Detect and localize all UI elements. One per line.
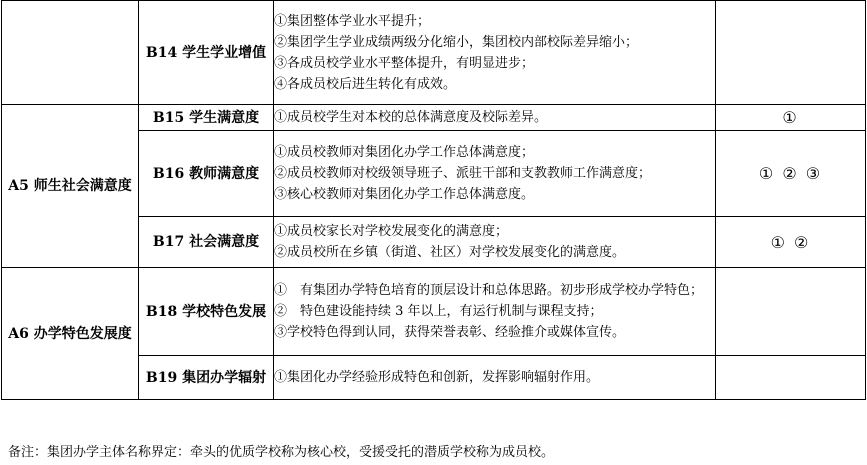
criterion-item: ③学校特色得到认同，获得荣誉表彰、经验推介或媒体宣传。	[274, 325, 626, 340]
subcategory-b17: B17 社会满意度	[139, 217, 274, 268]
subcategory-b14: B14 学生学业增值	[139, 1, 274, 105]
category-a6: A6 办学特色发展度	[2, 268, 139, 400]
description-b17	[274, 217, 716, 268]
category-a5: A5 师生社会满意度	[2, 105, 139, 268]
description-b19	[274, 356, 716, 400]
marks-b19	[716, 356, 866, 400]
criterion-item: ②集团学生学业成绩两级分化缩小，集团校内部校际差异缩小；	[274, 34, 639, 50]
description-b15	[274, 105, 716, 131]
evaluation-table	[1, 0, 866, 400]
marks-b18	[716, 268, 866, 356]
marks-b14	[716, 1, 866, 105]
criterion-item: ③核心校教师对集团化办学工作总体满意度。	[274, 187, 535, 202]
marks-b15: ①	[716, 105, 866, 131]
criterion-item: ②成员校所在乡镇（街道、社区）对学校发展变化的满意度。	[274, 245, 626, 260]
criterion-item: ①成员校学生对本校的总体满意度及校际差异。	[274, 110, 548, 125]
subcategory-b16: B16 教师满意度	[139, 131, 274, 217]
subcategory-b18: B18 学校特色发展	[139, 268, 274, 356]
description-b16	[274, 131, 716, 217]
description-b18	[274, 268, 716, 356]
criterion-item: ④各成员校后进生转化有成效。	[274, 76, 457, 92]
criterion-item: ② 特色建设能持续 3 年以上，有运行机制与课程支持；	[274, 304, 603, 319]
criterion-item: ①集团化办学经验形成特色和创新，发挥影响辐射作用。	[274, 370, 600, 385]
criterion-item: ③各成员校学业水平整体提升，有明显进步；	[274, 55, 535, 71]
footnote: 备注：集团办学主体名称界定：牵头的优质学校称为核心校，受援受托的潜质学校称为成员校。	[8, 445, 555, 460]
subcategory-b15: B15 学生满意度	[139, 105, 274, 131]
criterion-item: ①集团整体学业水平提升；	[274, 13, 431, 29]
category-cell-empty	[2, 1, 139, 105]
criterion-item: ①成员校教师对集团化办学工作总体满意度；	[274, 145, 535, 160]
table-row-b18	[2, 268, 866, 356]
criterion-item: ②成员校教师对校级领导班子、派驻干部和支教教师工作满意度；	[274, 166, 652, 181]
table-row-b15	[2, 105, 866, 131]
subcategory-b19: B19 集团办学辐射	[139, 356, 274, 400]
criterion-item: ①成员校家长对学校发展变化的满意度；	[274, 224, 509, 239]
criterion-item: ① 有集团办学特色培育的顶层设计和总体思路。初步形成学校办学特色；	[274, 283, 704, 298]
marks-b17: ① ②	[716, 217, 866, 268]
table-row-b14	[2, 1, 866, 105]
description-b14	[274, 1, 716, 105]
marks-b16: ① ② ③	[716, 131, 866, 217]
